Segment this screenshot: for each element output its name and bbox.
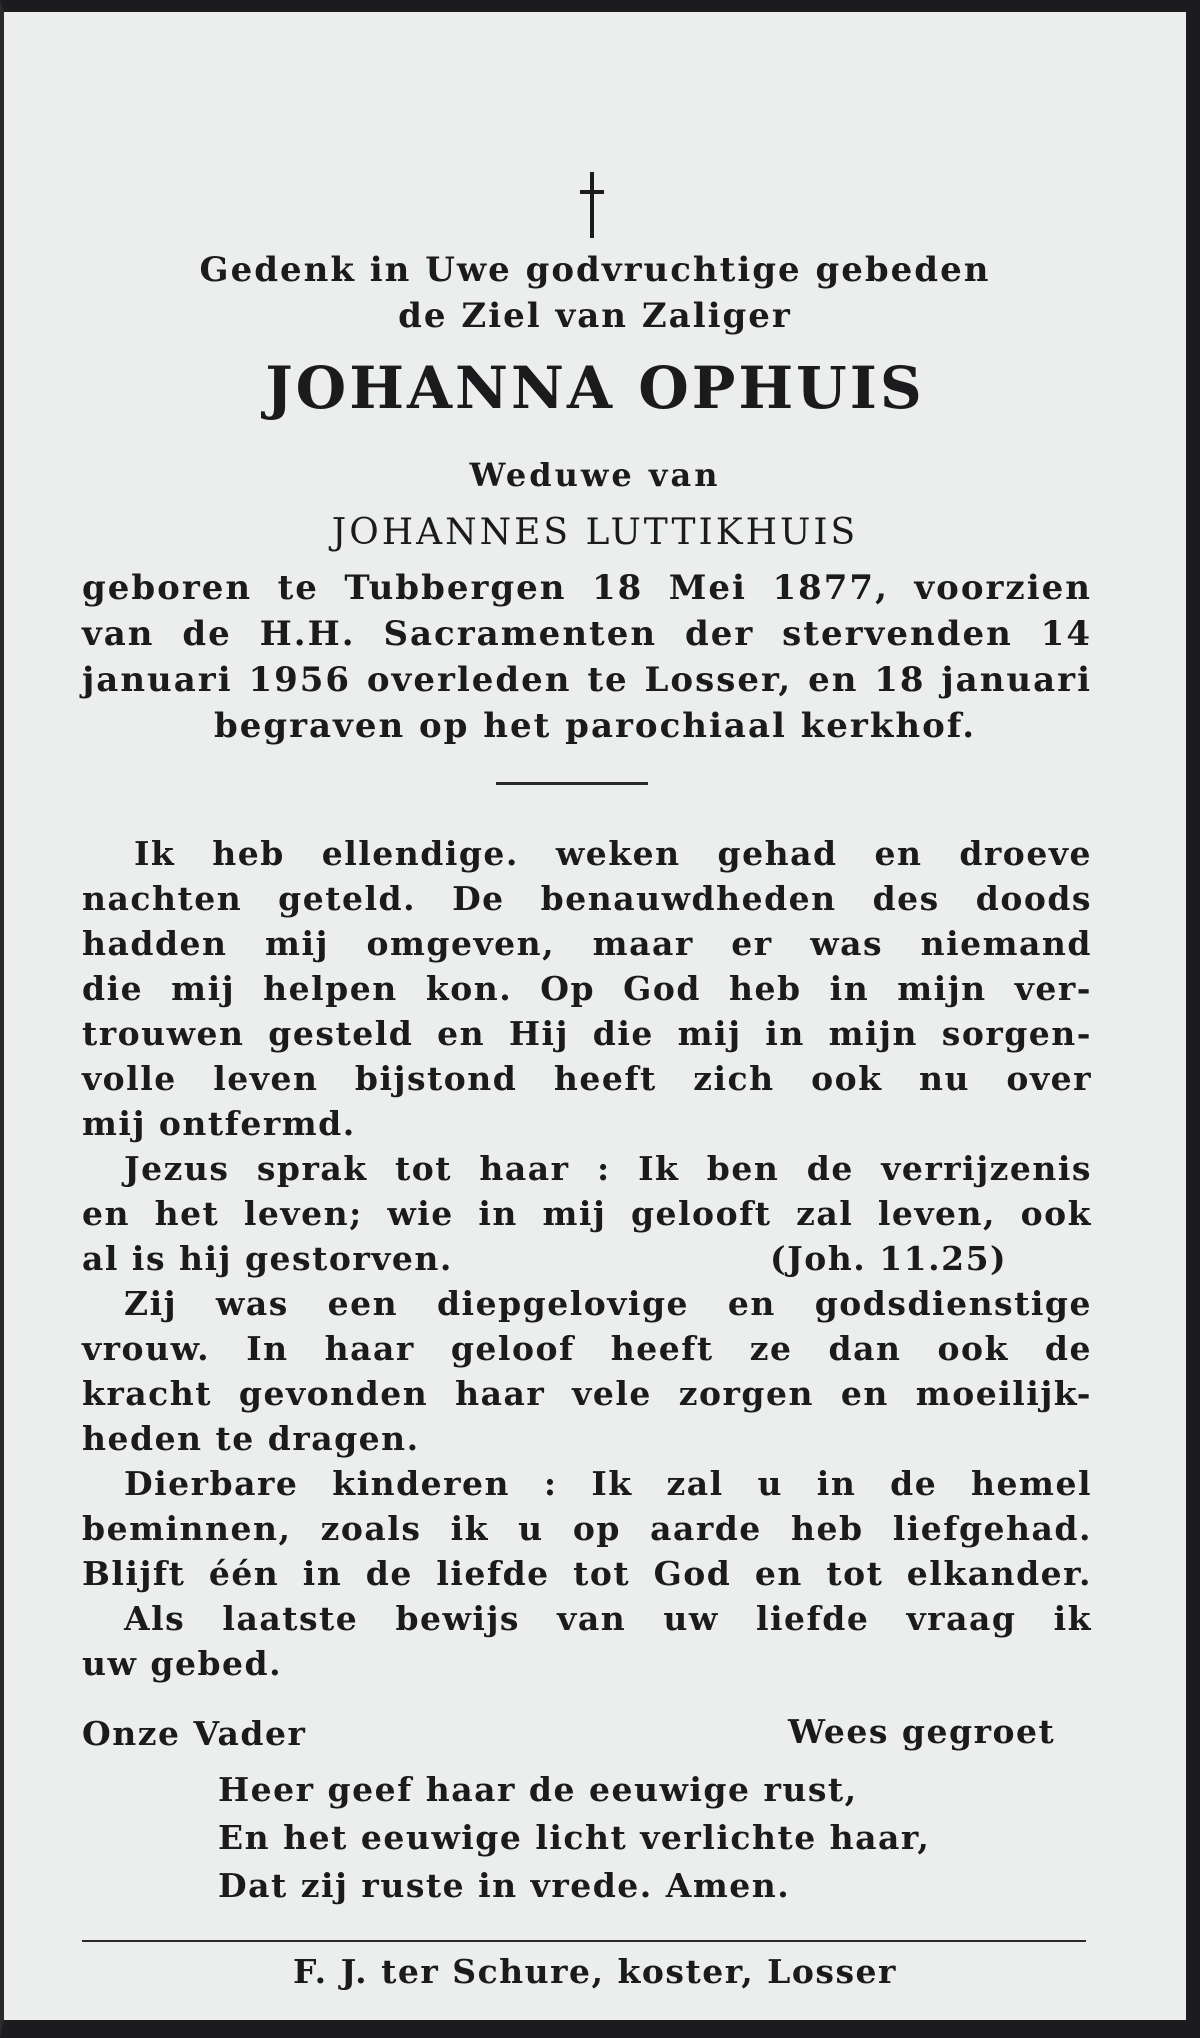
verse-line: nachten geteld. De benauwdheden des doods [82, 879, 1092, 918]
verse-line: Zij was een diepgelovige en godsdienstige [124, 1284, 1092, 1323]
verse-line: uw gebed. [82, 1644, 283, 1683]
widow-label: Weduwe van [469, 456, 721, 494]
verse-line: en het leven; wie in mij gelooft zal leven, ook [82, 1194, 1092, 1233]
husband-name: JOHANNES LUTTIKHUIS [331, 512, 859, 553]
bio-line: van de H.H. Sacramenten der stervenden 14 [82, 614, 1092, 654]
bio-line: begraven op het parochiaal kerkhof. [213, 706, 977, 746]
verse-line: Jezus sprak tot haar : Ik ben de verrijzenis [124, 1149, 1092, 1188]
verse-line: mij ontfermd. [82, 1104, 356, 1143]
closing-line: Dat zij ruste in vrede. Amen. [218, 1866, 791, 1905]
verse-line: trouwen gesteld en Hij die mij in mijn sorgen- [82, 1014, 1092, 1053]
verse-line: hadden mij omgeven, maar er was niemand [82, 924, 1092, 963]
divider [496, 782, 648, 785]
verse-line: Ik heb ellendige. weken gehad en droeve [134, 834, 1092, 873]
verse-line: beminnen, zoals ik u op aarde heb liefgehad. [82, 1509, 1092, 1548]
verse-line: Dierbare kinderen : Ik zal u in de hemel [124, 1464, 1092, 1503]
verse-line: heden te dragen. [82, 1419, 420, 1458]
verse-reference: (Joh. 11.25) [770, 1239, 1008, 1278]
cross-icon [586, 172, 598, 238]
closing-line: En het eeuwige licht verlichte haar, [218, 1818, 931, 1857]
bio-line: geboren te Tubbergen 18 Mei 1877, voorzien [82, 568, 1092, 608]
intro-line: de Ziel van Zaliger [398, 296, 792, 336]
deceased-name: JOHANNA OPHUIS [265, 354, 925, 422]
bio-line: januari 1956 overleden te Losser, en 18 januari [82, 660, 1092, 700]
verse-line: al is hij gestorven. [82, 1239, 453, 1278]
verse-line: Als laatste bewijs van uw liefde vraag ik [124, 1599, 1092, 1638]
verse-line: kracht gevonden haar vele zorgen en moeilijk- [82, 1374, 1092, 1413]
verse-line: Blijft één in de liefde tot God en tot elkander. [82, 1554, 1092, 1593]
closing-line: Heer geef haar de eeuwige rust, [218, 1770, 858, 1809]
prayer-left: Onze Vader [82, 1714, 307, 1753]
verse-line: volle leven bijstond heeft zich ook nu over [82, 1059, 1092, 1098]
verse-line: vrouw. In haar geloof heeft ze dan ook de [82, 1329, 1092, 1368]
footer-divider [82, 1940, 1086, 1942]
intro-line: Gedenk in Uwe godvruchtige gebeden [199, 250, 991, 290]
verse-line: die mij helpen kon. Op God heb in mijn ver- [82, 969, 1092, 1008]
prayer-right: Wees gegroet [788, 1712, 1056, 1751]
printer-credit: F. J. ter Schure, koster, Losser [293, 1952, 897, 1991]
